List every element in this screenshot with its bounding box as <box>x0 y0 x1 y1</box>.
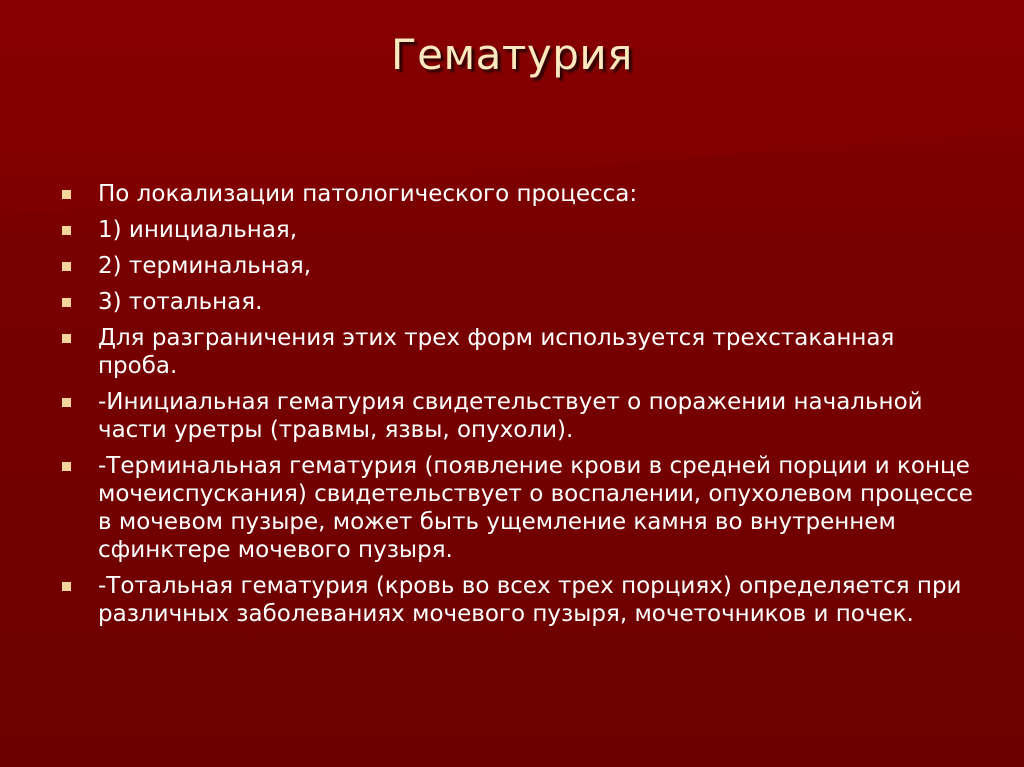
square-bullet-icon <box>62 462 71 471</box>
square-bullet-icon <box>62 582 71 591</box>
bullet-text: 3) тотальная. <box>98 289 263 315</box>
bullet-list <box>60 180 980 636</box>
bullet-item <box>60 324 980 380</box>
bullet-text: -Терминальная гематурия (появление крови в средней порции и конце мочеиспускания) свидетельствует о воспалении, опухолевом процессе в мочевом пузыре, может быть ущемление камня во внутреннем сфинктере мочевого пузыря. <box>98 453 973 563</box>
square-bullet-icon <box>62 190 71 199</box>
bullet-item <box>60 180 980 208</box>
bullet-text: 2) терминальная, <box>98 253 312 279</box>
square-bullet-icon <box>62 262 71 271</box>
bullet-text: 1) инициальная, <box>98 217 298 243</box>
square-bullet-icon <box>62 398 71 407</box>
bullet-item <box>60 252 980 280</box>
square-bullet-icon <box>62 298 71 307</box>
slide-title: Гематурия <box>391 30 633 79</box>
bullet-text: Для разграничения этих трех форм используется трехстаканная проба. <box>98 325 895 379</box>
bullet-item <box>60 216 980 244</box>
bullet-text: -Инициальная гематурия свидетельствует о поражении начальной части уретры (травмы, язвы, опухоли). <box>98 389 923 443</box>
bullet-item <box>60 452 980 564</box>
bullet-item <box>60 288 980 316</box>
square-bullet-icon <box>62 226 71 235</box>
bullet-item <box>60 388 980 444</box>
square-bullet-icon <box>62 334 71 343</box>
bullet-item <box>60 572 980 628</box>
bullet-text: -Тотальная гематурия (кровь во всех трех порциях) определяется при различных заболеваниях мочевого пузыря, мочеточников и почек. <box>98 573 962 627</box>
bullet-text: По локализации патологического процесса: <box>98 181 638 207</box>
